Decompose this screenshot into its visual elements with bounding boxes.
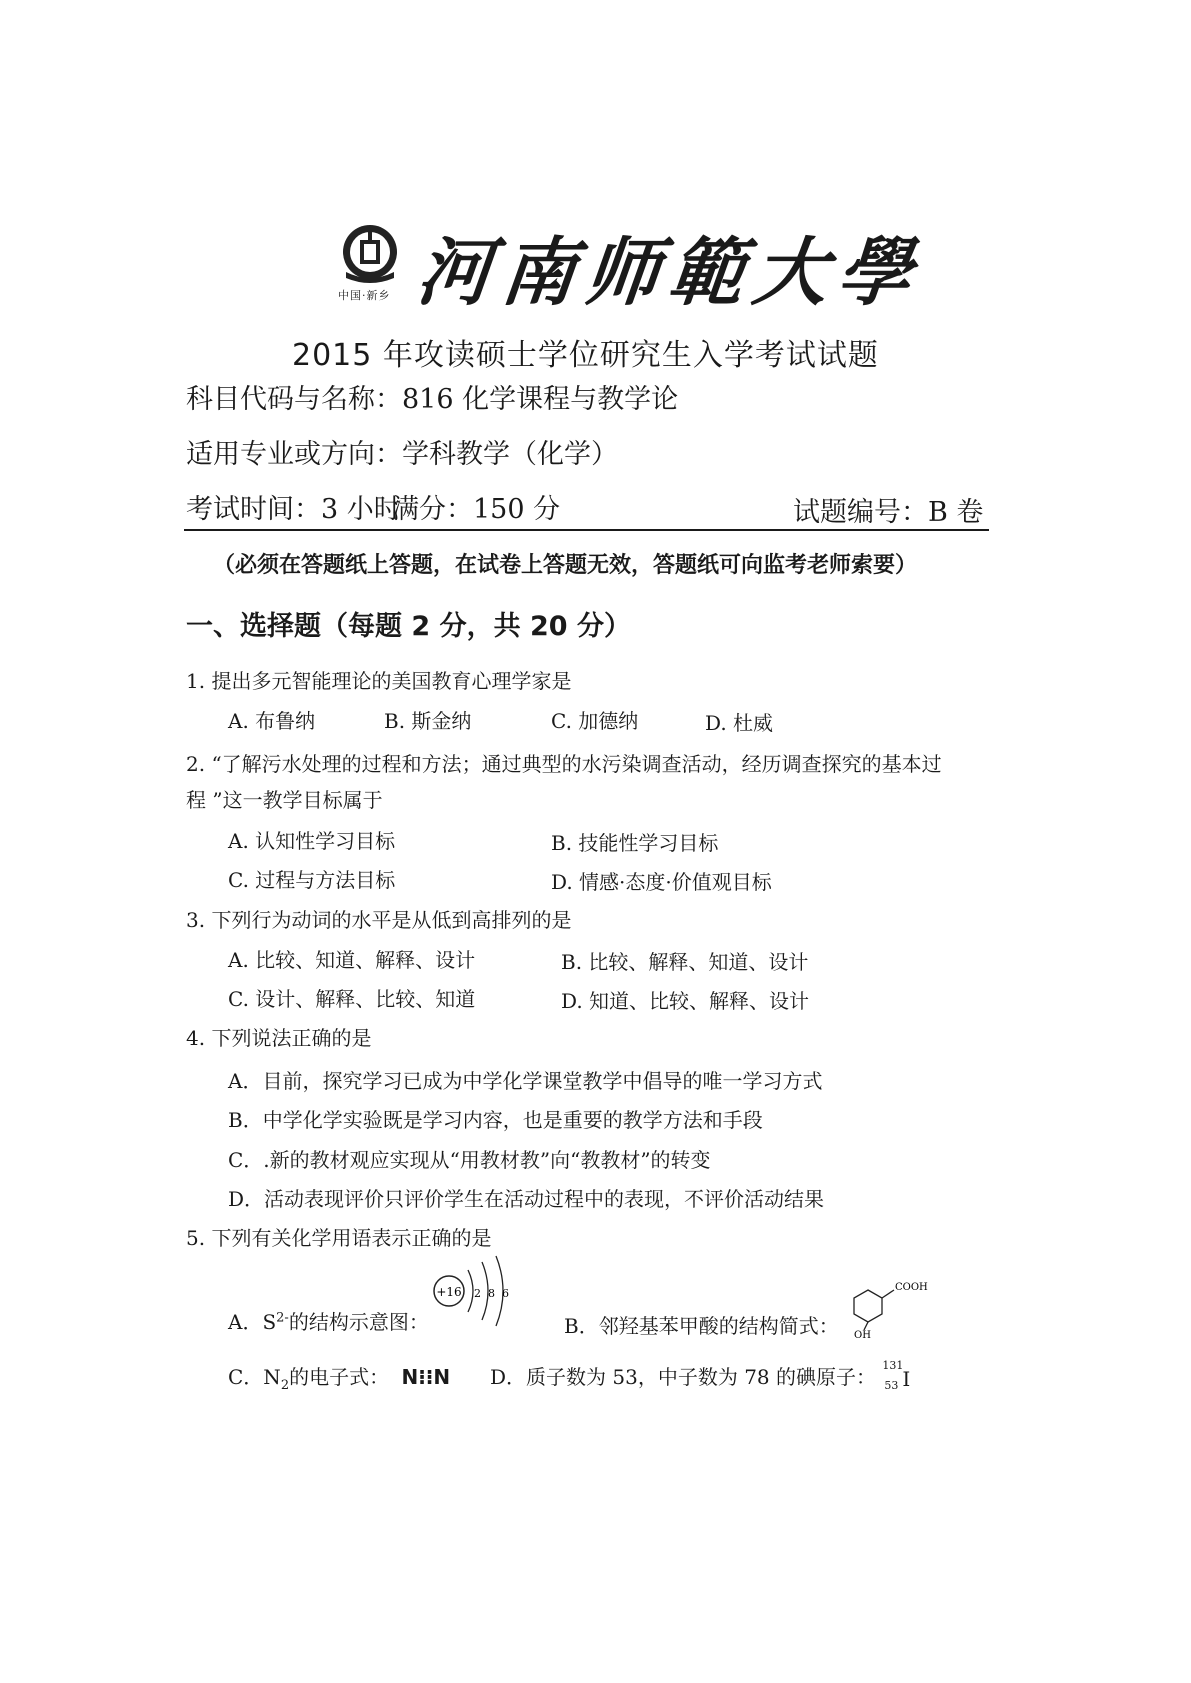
iodine-mass-number: 131: [882, 1358, 904, 1372]
question-5-option-c: [228, 1361, 450, 1393]
question-2-stem-line-1: 2. “了解污水处理的过程和方法；通过典型的水污染调查活动，经历调查探究的基本过: [186, 752, 942, 776]
electron-shell-count-2: 8: [488, 1287, 495, 1300]
option-c-subscript: 2: [280, 1378, 290, 1393]
option-c-prefix: C．N: [228, 1365, 281, 1389]
option-d-text: D．质子数为 53，中子数为 78 的碘原子：: [490, 1365, 877, 1389]
exam-title: 2015 年攻读硕士学位研究生入学考试试题: [292, 338, 879, 373]
benzene-ring: [854, 1290, 882, 1322]
university-emblem-icon: [340, 222, 400, 284]
question-1-option-b: B. 斯金纳: [384, 709, 472, 733]
question-2-option-b: B. 技能性学习目标: [551, 831, 719, 855]
option-a-prefix: A．S: [228, 1310, 277, 1334]
electron-shell-1: [468, 1270, 473, 1312]
question-1-stem: 1. 提出多元智能理论的美国教育心理学家是: [186, 669, 572, 693]
university-name: 河南师範大學: [412, 230, 926, 316]
question-4-option-c: C．.新的教材观应实现从“用教材教”向“教教材”的转变: [228, 1148, 711, 1172]
logo-caption: 中国·新乡: [338, 289, 391, 302]
section-title: 一、选择题（每题 2 分，共 20 分）: [186, 611, 631, 642]
question-3-stem: 3. 下列行为动词的水平是从低到高排列的是: [186, 908, 572, 932]
answer-notice: （必须在答题纸上答题，在试卷上答题无效，答题纸可向监考老师索要）: [213, 553, 918, 578]
exam-time: 考试时间：3 小时: [186, 494, 401, 525]
question-2-stem-line-2: 程 ”这一教学目标属于: [186, 788, 383, 812]
electron-shell-count-3: 6: [502, 1287, 509, 1300]
question-3-option-b: B. 比较、解释、知道、设计: [561, 950, 809, 974]
question-5-option-b: B．邻羟基苯甲酸的结构简式：: [564, 1314, 839, 1338]
option-a-charge: 2-: [276, 1310, 289, 1326]
major-line: 适用专业或方向：学科教学（化学）: [186, 439, 618, 470]
paper-number: 试题编号：B 卷: [793, 497, 984, 528]
iodine-symbol: I: [902, 1366, 911, 1391]
question-3-option-d: D. 知道、比较、解释、设计: [561, 989, 810, 1013]
hydroxyl-label: OH: [854, 1330, 871, 1338]
subject-line: 科目代码与名称：816 化学课程与教学论: [186, 384, 679, 415]
hydroxybenzoic-acid-structure: [850, 1276, 940, 1338]
option-c-suffix: 的电子式：: [289, 1365, 390, 1389]
question-2-option-d: D. 情感·态度·价值观目标: [551, 870, 772, 894]
hydroxyl-bond: [864, 1322, 868, 1330]
question-4-option-b: B．中学化学实验既是学习内容，也是重要的教学方法和手段: [228, 1108, 763, 1132]
question-3-option-a: A. 比较、知道、解释、设计: [228, 948, 476, 972]
option-a-suffix: 的结构示意图：: [288, 1310, 429, 1334]
iodine-isotope: [882, 1358, 914, 1392]
question-2-option-c: C. 过程与方法目标: [228, 868, 396, 892]
full-score: 满分：150 分: [392, 494, 561, 525]
question-1-option-a: A. 布鲁纳: [228, 709, 316, 733]
atom-nucleus-label: +16: [436, 1285, 462, 1299]
question-5-stem: 5. 下列有关化学用语表示正确的是: [186, 1226, 492, 1250]
question-5-option-a: [228, 1306, 429, 1335]
question-1-option-d: D. 杜威: [705, 711, 774, 735]
question-4-option-a: A．目前，探究学习已成为中学化学课堂教学中倡导的唯一学习方式: [228, 1069, 823, 1093]
header-divider: [184, 529, 989, 531]
sulfide-structure-diagram: [430, 1250, 520, 1332]
question-4-stem: 4. 下列说法正确的是: [186, 1026, 372, 1050]
n2-electron-formula: N⁝⁝N: [401, 1365, 451, 1389]
question-1-option-c: C. 加德纳: [551, 709, 639, 733]
question-4-option-d: D．活动表现评价只评价学生在活动过程中的表现，不评价活动结果: [228, 1187, 825, 1211]
iodine-atomic-number: 53: [884, 1378, 899, 1392]
carboxyl-bond: [882, 1290, 894, 1298]
electron-shell-count-1: 2: [474, 1287, 481, 1300]
question-2-option-a: A. 认知性学习目标: [228, 829, 396, 853]
question-5-option-d: [490, 1358, 914, 1392]
question-3-option-c: C. 设计、解释、比较、知道: [228, 987, 476, 1011]
carboxyl-label: COOH: [895, 1282, 928, 1293]
